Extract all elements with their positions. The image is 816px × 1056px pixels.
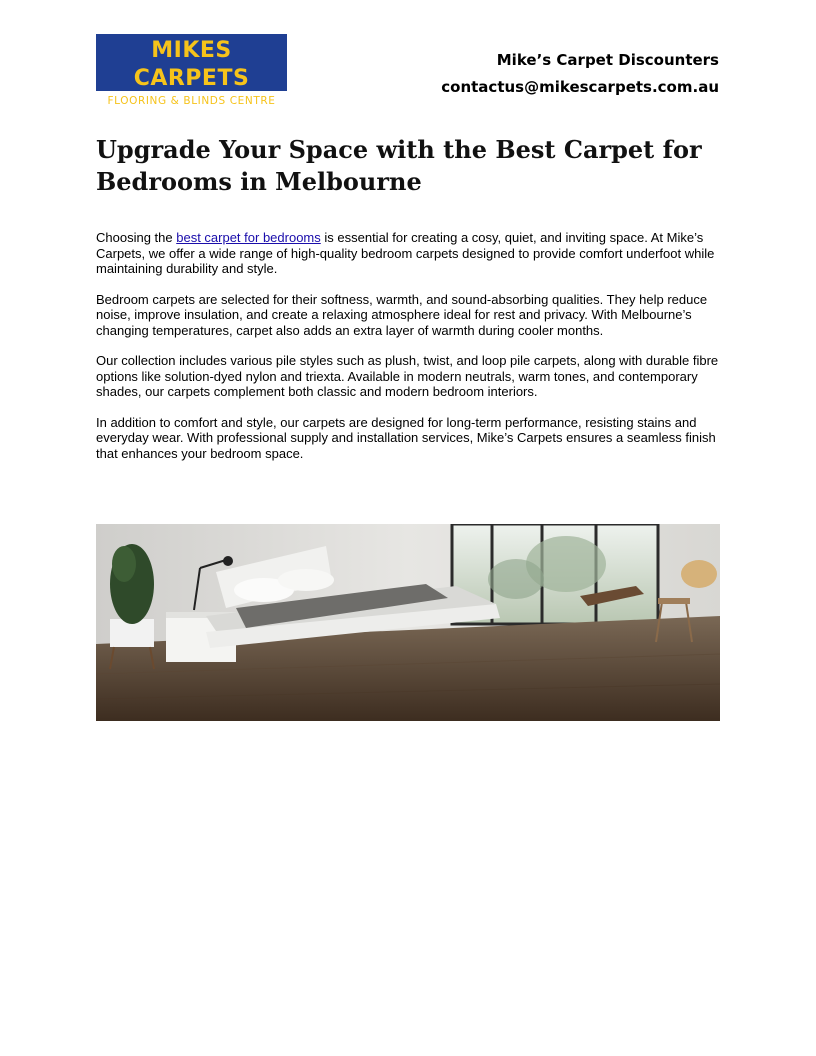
paragraph-performance: In addition to comfort and style, our carpets are designed for long-term performance, resisting stains and everyday wear. With professional supply and installation services, Mike’s Carpets ensures a seamless finish that enhances your bedroom space. xyxy=(96,414,716,461)
bedroom-photo xyxy=(96,524,720,721)
company-name: Mike’s Carpet Discounters xyxy=(496,51,719,69)
paragraph-benefits: Bedroom carpets are selected for their softness, warmth, and sound-absorbing qualities. They help reduce noise, improve insulation, and create a relaxing atmosphere ideal for rest and privacy. With Melbourne’s changing temperatures, carpet also adds an extra layer of warmth during cooler months. xyxy=(96,291,708,338)
article-body xyxy=(96,230,720,476)
paragraph-intro xyxy=(96,230,720,277)
company-logo xyxy=(96,34,287,107)
intro-text-before: Choosing the xyxy=(96,230,177,245)
intro-text-after: is essential for creating a cosy, quiet, and inviting space. At Mike’s Carpets, we offer a wide range of high-quality bedroom carpets designed to provide comfort underfoot while maintaining durability and style. xyxy=(96,230,715,276)
logo-main-text: MIKES CARPETS xyxy=(133,38,250,91)
page-title: Upgrade Your Space with the Best Carpet for Bedrooms in Melbourne xyxy=(96,135,702,196)
company-email: contactus@mikescarpets.com.au xyxy=(441,78,719,96)
paragraph-collection: Our collection includes various pile styles such as plush, twist, and loop pile carpets, along with durable fibre options like solution-dyed nylon and triexta. Available in modern neutrals, warm tones, and contemporary shades, our carpets complement both classic and modern bedroom interiors. xyxy=(96,353,719,399)
company-contact xyxy=(441,47,719,101)
best-carpet-link[interactable]: best carpet for bedrooms xyxy=(176,230,321,245)
logo-sub-text: FLOORING & BLINDS CENTRE xyxy=(107,95,276,107)
